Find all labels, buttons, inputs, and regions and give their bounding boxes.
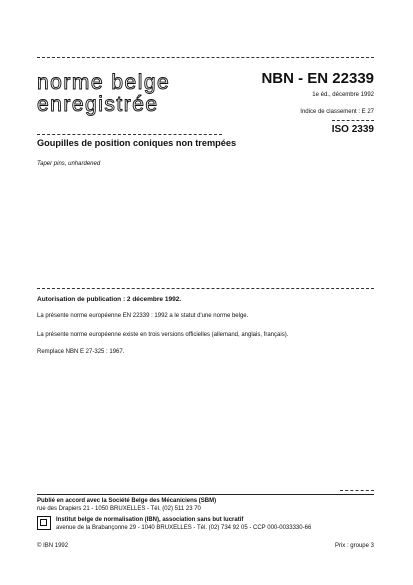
institute-line-2: avenue de la Brabançonne 29 - 1040 BRUXELLES - Tél. (02) 734 92 05 - CCP 000-0033330-66 [56,525,312,531]
copyright: © IBN 1992 [37,543,69,549]
versions-paragraph: La présente norme européenne existe en trois versions officielles (allemand, anglais, français). [37,332,289,338]
title-rule [37,134,222,135]
brand-line-2: enregistrée [37,93,159,116]
footer-rule-right [340,490,374,491]
price-group: Prix : groupe 3 [334,543,374,549]
document-title: Goupilles de position coniques non trempées [37,138,237,148]
ibn-logo-icon [37,516,51,530]
published-line-1: Publié en accord avec la Société Belge des Mécaniciens (SBM) [37,498,217,504]
top-rule [37,57,374,58]
document-subtitle-english: Taper pins, unhardened [37,161,101,167]
status-paragraph: La présente norme européenne EN 22339 : 1992 a le statut d'une norme belge. [37,313,249,319]
brand-line-1: norme belge [37,71,171,94]
standard-number: NBN - EN 22339 [261,70,374,87]
body-rule [37,288,374,289]
iso-reference: ISO 2339 [331,124,374,135]
iso-rule [332,120,374,121]
edition-text: 1e éd., décembre 1992 [312,92,374,98]
replaces-paragraph: Remplace NBN E 27-325 : 1967. [37,349,125,355]
classification-index: Indice de classement : E 27 [300,109,374,115]
published-line-2: rue des Drapiers 21 - 1050 BRUXELLES - Tél. (02) 511 23 70 [37,506,201,512]
authorization-date: Autorisation de publication : 2 décembre 1992. [37,296,182,303]
footer-rule [37,494,374,495]
institute-line-1: Institut belge de normalisation (IBN), association sans but lucratif [56,517,244,523]
